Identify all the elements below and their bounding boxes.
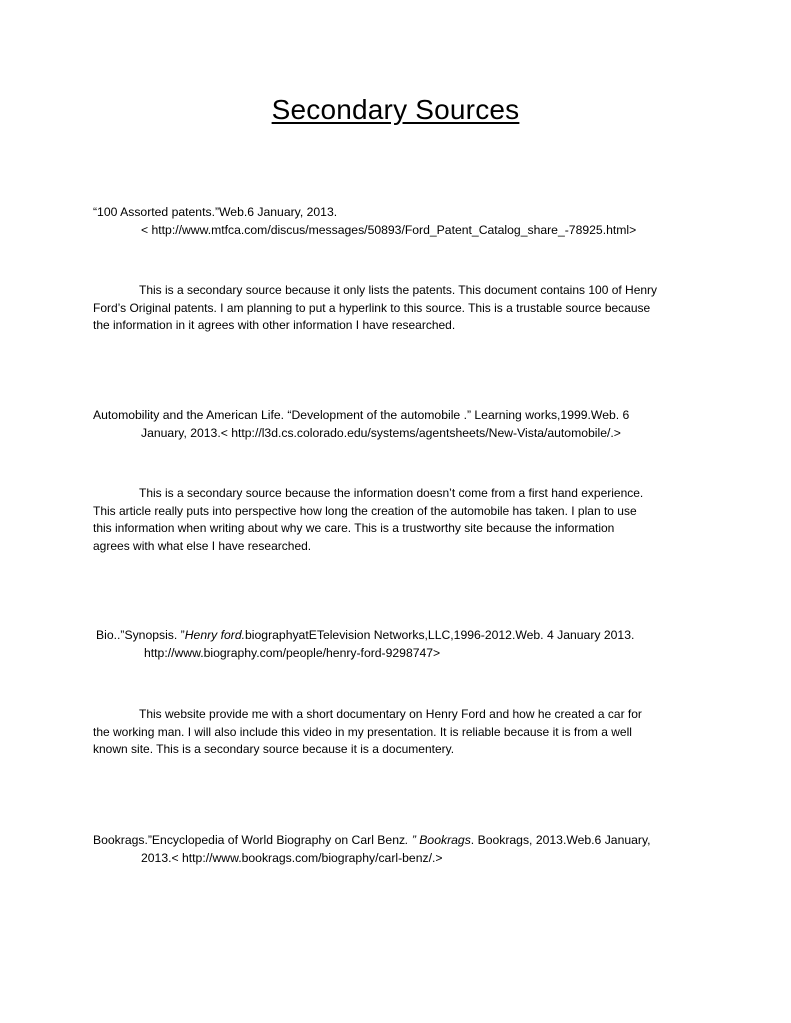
annotation-1 [93, 282, 698, 335]
annotation-2-line-2: This article really puts into perspective how long the creation of the automobile has taken. I plan to use [93, 503, 637, 518]
citation-1-line-1: “100 Assorted patents.”Web.6 January, 2013. [93, 205, 338, 219]
annotation-3-line-3: known site. This is a secondary source because it is a documentery. [93, 742, 455, 756]
citation-4 [93, 832, 698, 867]
citation-1-url: < http://www.mtfca.com/discus/messages/50893/Ford_Patent_Catalog_share_-78925.html> [141, 222, 637, 237]
citation-3-italic: Henry ford. [184, 628, 246, 642]
annotation-3 [93, 706, 698, 759]
citation-2 [93, 407, 698, 442]
annotation-3-line-1: This website provide me with a short documentary on Henry Ford and how he created a car for [139, 707, 642, 721]
citation-3-url: http://www.biography.com/people/henry-ford-9298747> [144, 645, 441, 660]
citation-3-post: biographyatETelevision Networks,LLC,1996-2012.Web. 4 January 2013. [245, 628, 635, 642]
citation-2-line-1: Automobility and the American Life. “Development of the automobile .” Learning works,1999.Web. 6 [93, 408, 630, 422]
annotation-2 [93, 485, 698, 555]
citation-4-line-1 [93, 832, 698, 850]
citation-4-italic: . ” Bookrags [405, 833, 471, 847]
citation-2-url: January, 2013.< http://l3d.cs.colorado.edu/systems/agentsheets/New-Vista/automobile/.> [141, 425, 621, 440]
citation-1 [93, 204, 698, 239]
annotation-2-line-1: This is a secondary source because the information doesn’t come from a first hand experience. [139, 486, 644, 500]
annotation-3-line-2: the working man. I will also include this video in my presentation. It is reliable because it is from a well [93, 724, 632, 739]
citation-4-post: . Bookrags, 2013.Web.6 January, [470, 833, 651, 847]
annotation-1-line-3: the information in it agrees with other information I have researched. [93, 318, 456, 332]
annotation-1-line-1: This is a secondary source because it only lists the patents. This document contains 100 of Henry [139, 283, 658, 297]
citation-3-line-1 [96, 627, 701, 645]
citation-4-url: 2013.< http://www.bookrags.com/biography/carl-benz/.> [141, 850, 443, 865]
citation-4-pre: Bookrags.”Encyclopedia of World Biography on Carl Benz [93, 833, 406, 847]
annotation-2-line-3: this information when writing about why we care. This is a trustworthy site because the information [93, 521, 615, 535]
citation-3 [96, 627, 701, 662]
annotation-1-line-2: Ford’s Original patents. I am planning to put a hyperlink to this source. This is a trustable source because [93, 300, 651, 315]
page-title: Secondary Sources [271, 94, 520, 125]
annotation-2-line-4: agrees with what else I have researched. [93, 538, 312, 553]
citation-3-pre: Bio..”Synopsis. ” [96, 628, 185, 642]
